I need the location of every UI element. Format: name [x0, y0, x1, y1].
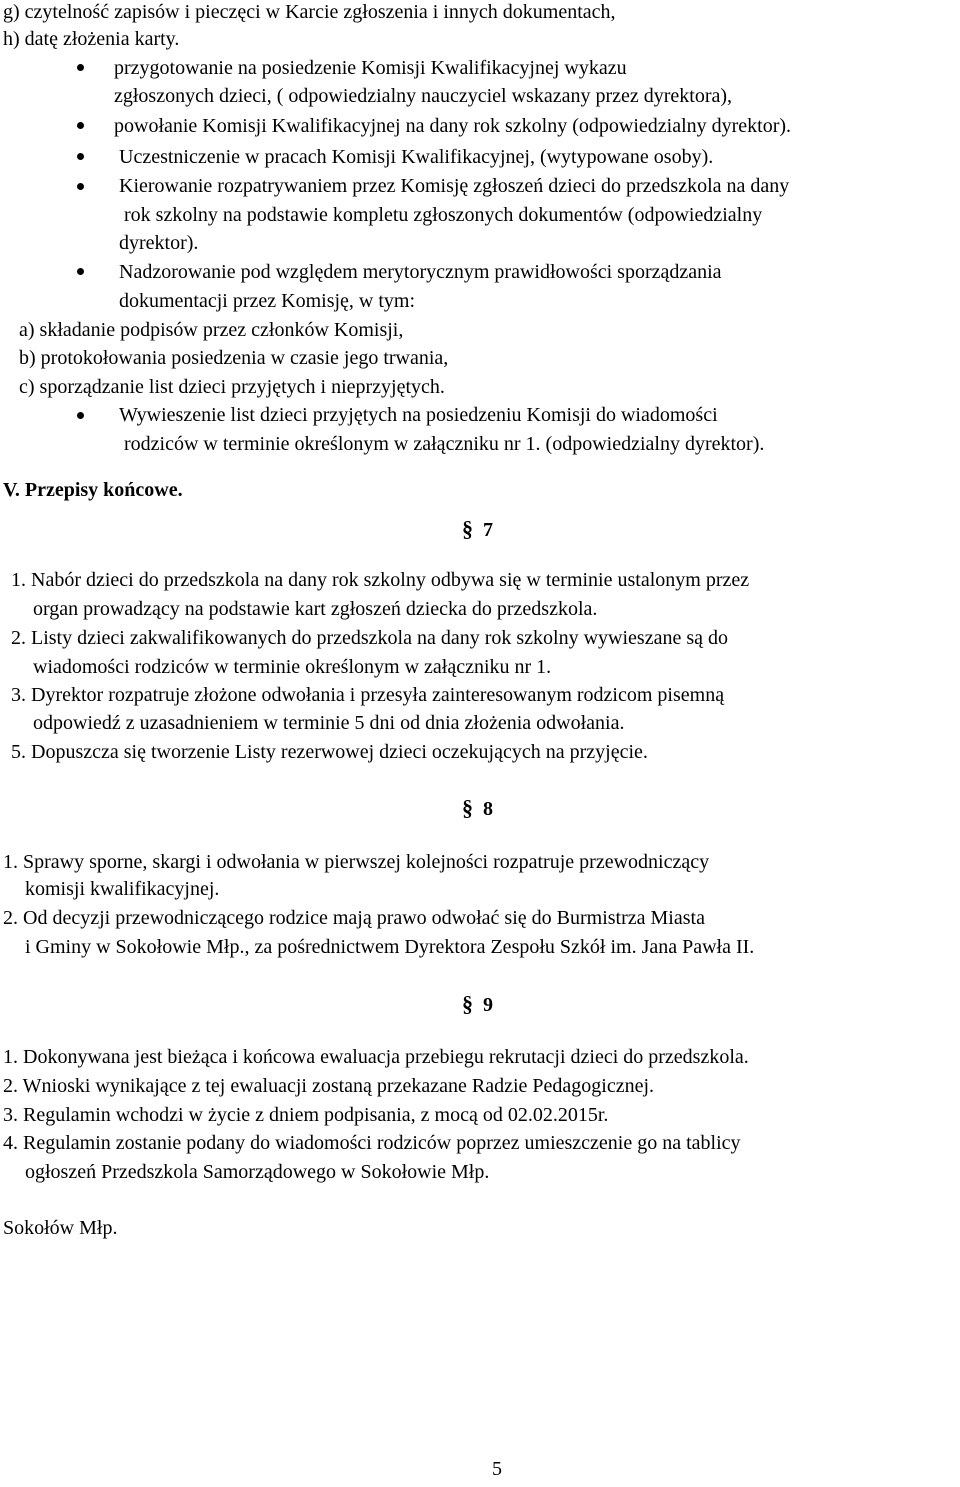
paragraph-7-heading: § 7 — [462, 516, 493, 541]
paragraph-8-heading: § 8 — [462, 795, 493, 820]
page-number: 5 — [492, 1458, 502, 1480]
paragraph-9-heading: § 9 — [462, 991, 493, 1016]
bullet-icon — [77, 153, 84, 160]
para7-item-2-line-2: wiadomości rodziców w terminie określonym w załączniku nr 1. — [33, 656, 552, 678]
bullet-item-4-line-2: rok szkolny na podstawie kompletu zgłoszonych dokumentów (odpowiedzialny — [124, 204, 763, 226]
para9-item-3: 3. Regulamin wchodzi w życie z dniem podpisania, z mocą od 02.02.2015r. — [3, 1104, 609, 1126]
para8-item-1-line-2: komisji kwalifikacyjnej. — [25, 878, 220, 900]
bullet-item-6-line-1: Wywieszenie list dzieci przyjętych na posiedzeniu Komisji do wiadomości — [119, 404, 718, 426]
para7-item-5: 5. Dopuszcza się tworzenie Listy rezerwowej dzieci oczekujących na przyjęcie. — [11, 741, 648, 763]
para9-item-4-line-2: ogłoszeń Przedszkola Samorządowego w Sokołowie Młp. — [25, 1161, 490, 1183]
para8-item-2-line-1: 2. Od decyzji przewodniczącego rodzice mają prawo odwołać się do Burmistrza Miasta — [3, 907, 705, 929]
bullet-item-1-line-2: zgłoszonych dzieci, ( odpowiedzialny nauczyciel wskazany przez dyrektora), — [114, 85, 733, 107]
bullet-icon — [77, 64, 84, 71]
bullet-item-5-line-1: Nadzorowanie pod względem merytorycznym prawidłowości sporządzania — [119, 261, 722, 283]
sublist-item-a: a) składanie podpisów przez członków Komisji, — [19, 319, 404, 341]
para9-item-4-line-1: 4. Regulamin zostanie podany do wiadomości rodziców poprzez umieszczenie go na tablicy — [3, 1132, 741, 1154]
list-item-h: h) datę złożenia karty. — [3, 28, 180, 50]
para7-item-1-line-1: 1. Nabór dzieci do przedszkola na dany rok szkolny odbywa się w terminie ustalonym przez — [11, 569, 750, 591]
place-label: Sokołów Młp. — [3, 1217, 118, 1239]
bullet-icon — [77, 183, 84, 190]
bullet-icon — [77, 268, 84, 275]
para8-item-1-line-1: 1. Sprawy sporne, skargi i odwołania w pierwszej kolejności rozpatruje przewodniczący — [3, 851, 710, 873]
list-item-g: g) czytelność zapisów i pieczęci w Karcie zgłoszenia i innych dokumentach, — [3, 1, 616, 23]
para9-item-2: 2. Wnioski wynikające z tej ewaluacji zostaną przekazane Radzie Pedagogicznej. — [3, 1075, 655, 1097]
bullet-item-2: powołanie Komisji Kwalifikacyjnej na dany rok szkolny (odpowiedzialny dyrektor). — [114, 115, 792, 137]
bullet-item-1-line-1: przygotowanie na posiedzenie Komisji Kwalifikacyjnej wykazu — [114, 57, 627, 79]
bullet-item-4-line-1: Kierowanie rozpatrywaniem przez Komisję zgłoszeń dzieci do przedszkola na dany — [119, 175, 790, 197]
bullet-item-4-line-3: dyrektor). — [119, 232, 199, 254]
sublist-item-b: b) protokołowania posiedzenia w czasie jego trwania, — [19, 347, 449, 369]
para7-item-3-line-1: 3. Dyrektor rozpatruje złożone odwołania i przesyła zainteresowanym rodzicom pisemną — [11, 684, 725, 706]
para7-item-1-line-2: organ prowadzący na podstawie kart zgłoszeń dziecka do przedszkola. — [33, 598, 598, 620]
section-heading: V. Przepisy końcowe. — [3, 479, 183, 501]
para8-item-2-line-2: i Gminy w Sokołowie Młp., za pośrednictwem Dyrektora Zespołu Szkół im. Jana Pawła II. — [25, 936, 755, 958]
bullet-icon — [77, 412, 84, 419]
bullet-item-3: Uczestniczenie w pracach Komisji Kwalifikacyjnej, (wytypowane osoby). — [119, 146, 714, 168]
para9-item-1: 1. Dokonywana jest bieżąca i końcowa ewaluacja przebiegu rekrutacji dzieci do przedszkola. — [3, 1046, 749, 1068]
bullet-item-6-line-2: rodziców w terminie określonym w załączniku nr 1. (odpowiedzialny dyrektor). — [124, 433, 765, 455]
para7-item-3-line-2: odpowiedź z uzasadnieniem w terminie 5 dni od dnia złożenia odwołania. — [33, 712, 625, 734]
para7-item-2-line-1: 2. Listy dzieci zakwalifikowanych do przedszkola na dany rok szkolny wywieszane są do — [11, 627, 728, 649]
sublist-item-c: c) sporządzanie list dzieci przyjętych i nieprzyjętych. — [19, 376, 445, 398]
bullet-item-5-line-2: dokumentacji przez Komisję, w tym: — [119, 290, 416, 312]
bullet-icon — [77, 122, 84, 129]
